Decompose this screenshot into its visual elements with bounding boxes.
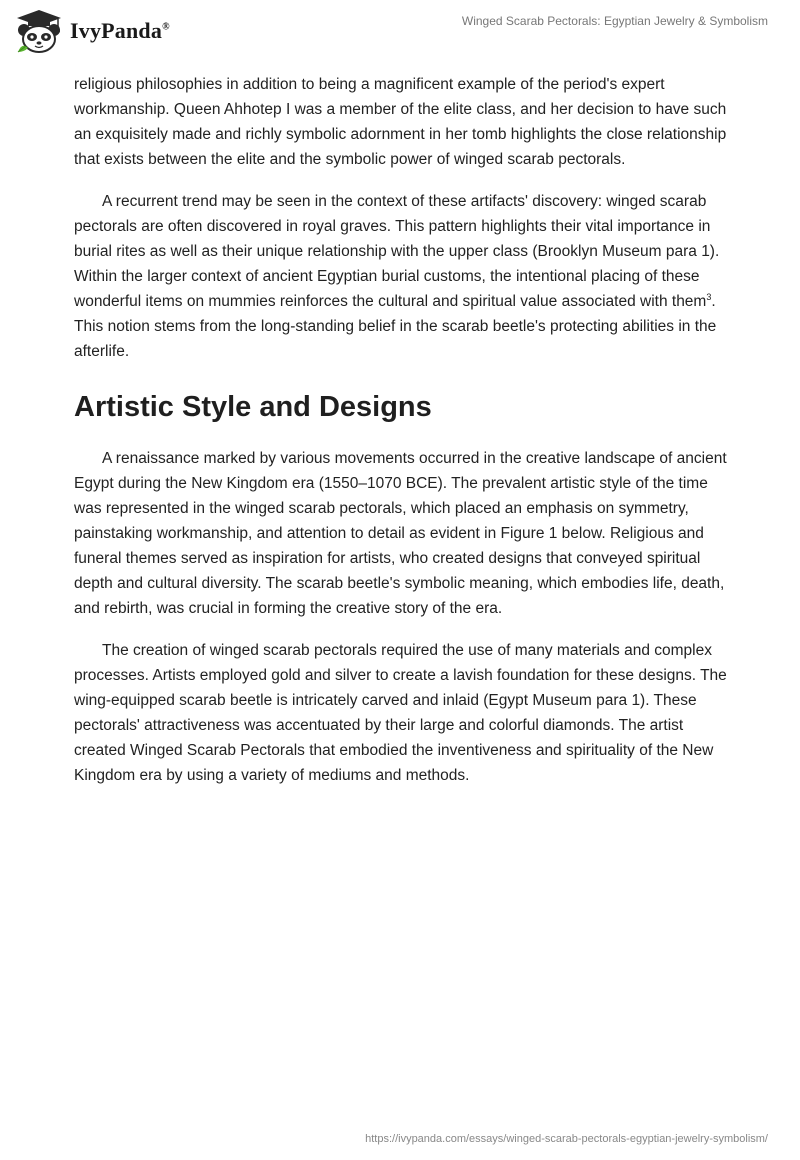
panda-graduate-icon	[14, 8, 64, 54]
document-title: Winged Scarab Pectorals: Egyptian Jewelry & Symbolism	[461, 14, 768, 28]
registered-mark: ®	[162, 21, 170, 33]
ivypanda-logo[interactable]	[14, 8, 170, 54]
brand-name	[70, 18, 170, 44]
paragraph-3: A renaissance marked by various movements occurred in the creative landscape of ancient Egypt during the New Kingdom era (1550–1070 BCE). The prevalent artistic style of the time was represented in the winged scarab pectorals, which placed an emphasis on symmetry, painstaking workmanship, and attention to detail as evident in Figure 1 below. Religious and funeral themes served as inspiration for artists, who created designs that conveyed spiritual depth and cultural diversity. The scarab beetle's symbolic meaning, which embodies life, death, and rebirth, was crucial in forming the creative story of the era.	[74, 450, 727, 617]
paragraph-4: The creation of winged scarab pectorals required the use of many materials and complex processes. Artists employed gold and silver to create a lavish foundation for these designs. The wing-equipped scarab beetle is intricately carved and inlaid (Egypt Museum para 1). These pectorals' attractiveness was accentuated by their large and colorful diamonds. The artist created Winged Scarab Pectorals that embodied the inventiveness and spirituality of the New Kingdom era by using a variety of mediums and methods.	[74, 642, 727, 784]
paragraph-2-text-a: A recurrent trend may be seen in the context of these artifacts' discovery: winged scarab pectorals are often discovered in royal graves. This pattern highlights their vital importance in burial rites as well as their unique relationship with the upper class (Brooklyn Museum para 1). Within the larger context of ancient Egyptian burial customs, the intentional placing of these wonderful items on mummies reinforces the cultural and spiritual value associated with them	[74, 193, 720, 310]
section-heading: Artistic Style and Designs	[74, 391, 432, 423]
paragraph-2	[74, 189, 734, 364]
paragraph-2-text-b: . This notion stems from the long-standing belief in the scarab beetle's protecting abilities in the afterlife.	[74, 293, 717, 360]
page-header	[0, 0, 800, 70]
footnote-marker[interactable]: 3	[706, 291, 712, 302]
footer-url-link[interactable]: https://ivypanda.com/essays/winged-scarab-pectorals-egyptian-jewelry-symbolism/	[365, 1133, 768, 1145]
brand-name-text: IvyPanda	[70, 18, 163, 43]
essay-body	[74, 72, 734, 805]
paragraph-1: religious philosophies in addition to being a magnificent example of the period's expert workmanship. Queen Ahhotep I was a member of the elite class, and her decision to have such an exquisitely made and richly symbolic adornment in her tomb highlights the close relationship that exists between the elite and the symbolic power of winged scarab pectorals.	[74, 76, 727, 168]
